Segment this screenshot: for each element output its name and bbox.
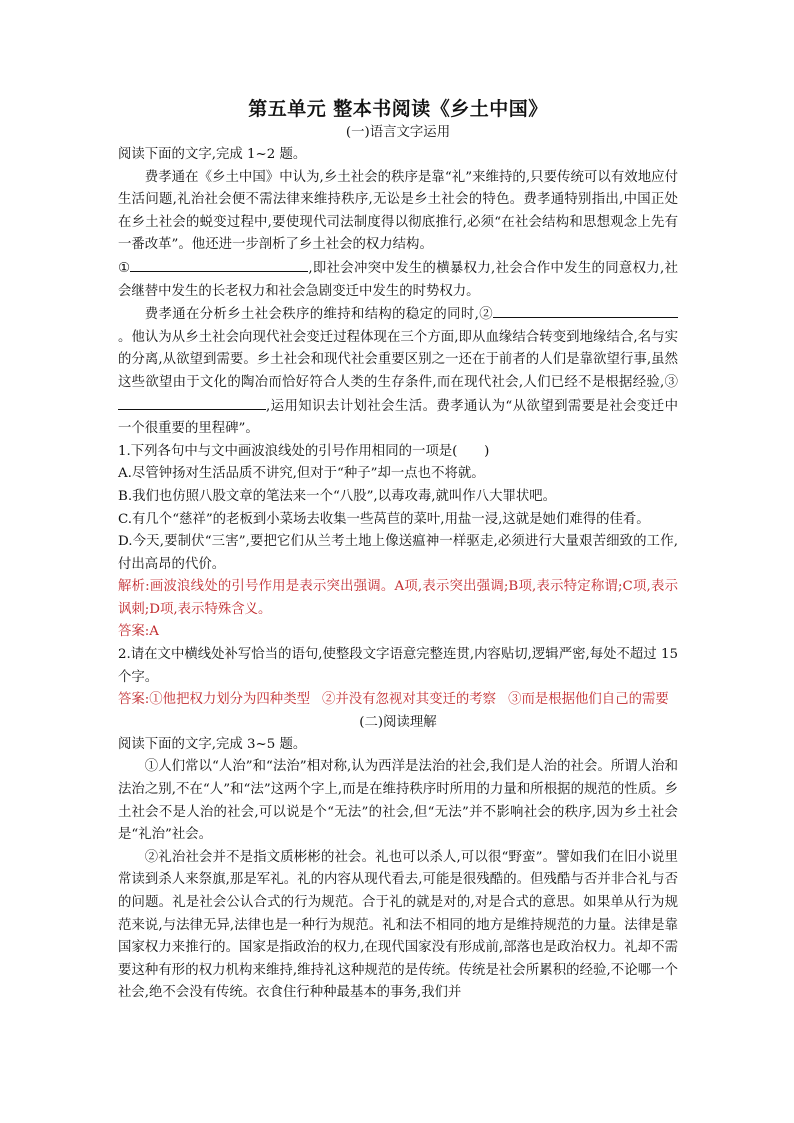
answer-item-2: ②并没有忽视对其变迁的考察 (321, 692, 497, 708)
reading-paragraph-2: ②礼治社会并不是指文质彬彬的社会。礼也可以杀人,可以很“野蛮”。譬如我们在旧小说里常读到杀人来祭旗,那是军礼。礼的内容从现代看去,可能是很残酷的。但残酷与否并非合礼与否的问题。礼是社会公认合式的行为规范。合于礼的就是对的,对是合式的意思。如果单从行为规范来说,与法律无异,法律也是一种行为规范。礼和法不相同的地方是维持规范的力量。法律是靠国家权力来推行的。国家是指政治的权力,在现代国家没有形成前,部落也是政治权力。礼却不需要这种有形的权力机构来维持,维持礼这种规范的是传统。传统是社会所累积的经验,不论哪一个社会,绝不会没有传统。衣食住行种种最基本的事务,我们并 (118, 849, 678, 1001)
document-page (118, 96, 678, 1005)
question-2: 2.请在文中横线处补写恰当的语句,使整段文字语意完整连贯,内容贴切,逻辑严密,每处不超过 15 个字。 (118, 647, 678, 685)
section-intro: 阅读下面的文字,完成 3~5 题。 (118, 736, 307, 752)
paragraph-text: 费孝通在分析乡土社会秩序的维持和结构的稳定的同时,② (144, 307, 493, 323)
answer-item-3: ③而是根据他们自己的需要 (508, 692, 669, 708)
question-1-answer: 答案:A (118, 624, 159, 640)
question-2-answer (118, 689, 678, 712)
question-1: 1.下列各句中与文中画波浪线处的引号作用相同的一项是( ) (118, 443, 490, 459)
passage-paragraph-1: 费孝通在《乡土中国》中认为,乡土社会的秩序是靠“礼”来维持的,只要传统可以有效地应付生活问题,礼治社会便不需法律来维持秩序,无讼是乡土社会的特色。费孝通特别指出,中国正处在乡土社会的蜕变过程中,要使现代司法制度得以彻底推行,必须“在社会结构和思想观念上先有一番改革”。他还进一步剖析了乡土社会的权力结构。 (118, 169, 678, 253)
question-1-option-b: B.我们也仿照八股文章的笔法来一个“八股”,以毒攻毒,就叫作八大罪状吧。 (118, 488, 557, 504)
question-1-option-c: C.有几个“慈祥”的老板到小菜场去收集一些莴苣的菜叶,用盐一浸,这就是她们难得的佳肴。 (118, 511, 650, 527)
paragraph-text: ,运用知识去计划社会生活。费孝通认为“从欲望到需要是社会变迁中一个很重要的里程碑”。 (118, 398, 678, 437)
fill-blank-3[interactable] (118, 395, 266, 410)
document-title: 第五单元 整本书阅读《乡土中国》 (248, 98, 548, 120)
blank-marker: ① (118, 260, 131, 276)
answer-label: 答案: (118, 692, 150, 708)
section-heading-language: (一)语言文字运用 (345, 125, 451, 140)
question-1-option-d: D.今天,要制伏“三害”,要把它们从兰考土地上像送瘟神一样驱走,必须进行大量艰苦细致的工作,付出高昂的代价。 (118, 534, 678, 572)
question-1-option-a: A.尽管钟扬对生活品质不讲究,但对于“种子”却一点也不将就。 (118, 466, 485, 482)
answer-item-1: ①他把权力划分为四种类型 (149, 692, 310, 708)
paragraph-text: 。他认为从乡土社会向现代社会变迁过程体现在三个方面,即从血缘结合转变到地缘结合,名与实的分离,从欲望到需要。乡土社会和现代社会重要区别之一还在于前者的人们是靠欲望行事,虽然这些欲望由于文化的陶冶而恰好符合人类的生存条件,而在现代社会,人们已经不是根据经验,③ (118, 329, 678, 390)
question-1-analysis: 解析:画波浪线处的引号作用是表示突出强调。A项,表示突出强调;B项,表示特定称谓;C项,表示讽刺;D项,表示特殊含义。 (118, 579, 678, 617)
fill-blank-1[interactable] (130, 257, 308, 272)
section-heading-reading: (二)阅读理解 (359, 714, 437, 730)
paragraph-text: ,即社会冲突中发生的横暴权力,社会合作中发生的同意权力,社会继替中发生的长老权力和社会急剧变迁中发生的时势权力。 (118, 260, 678, 299)
reading-paragraph-1: ①人们常以“人治”和“法治”相对称,认为西洋是法治的社会,我们是人治的社会。所谓人治和法治之别,不在“人”和“法”这两个字上,而是在维持秩序时所用的力量和所根据的规范的性质。乡土社会不是人治的社会,可以说是个“无法”的社会,但“无法”并不影响社会的秩序,因为乡土社会是“礼治”社会。 (118, 759, 678, 843)
fill-blank-2[interactable] (493, 303, 678, 318)
passage-paragraph-2 (118, 257, 678, 303)
passage-paragraph-3 (118, 303, 678, 441)
section-intro: 阅读下面的文字,完成 1~2 题。 (118, 147, 307, 162)
